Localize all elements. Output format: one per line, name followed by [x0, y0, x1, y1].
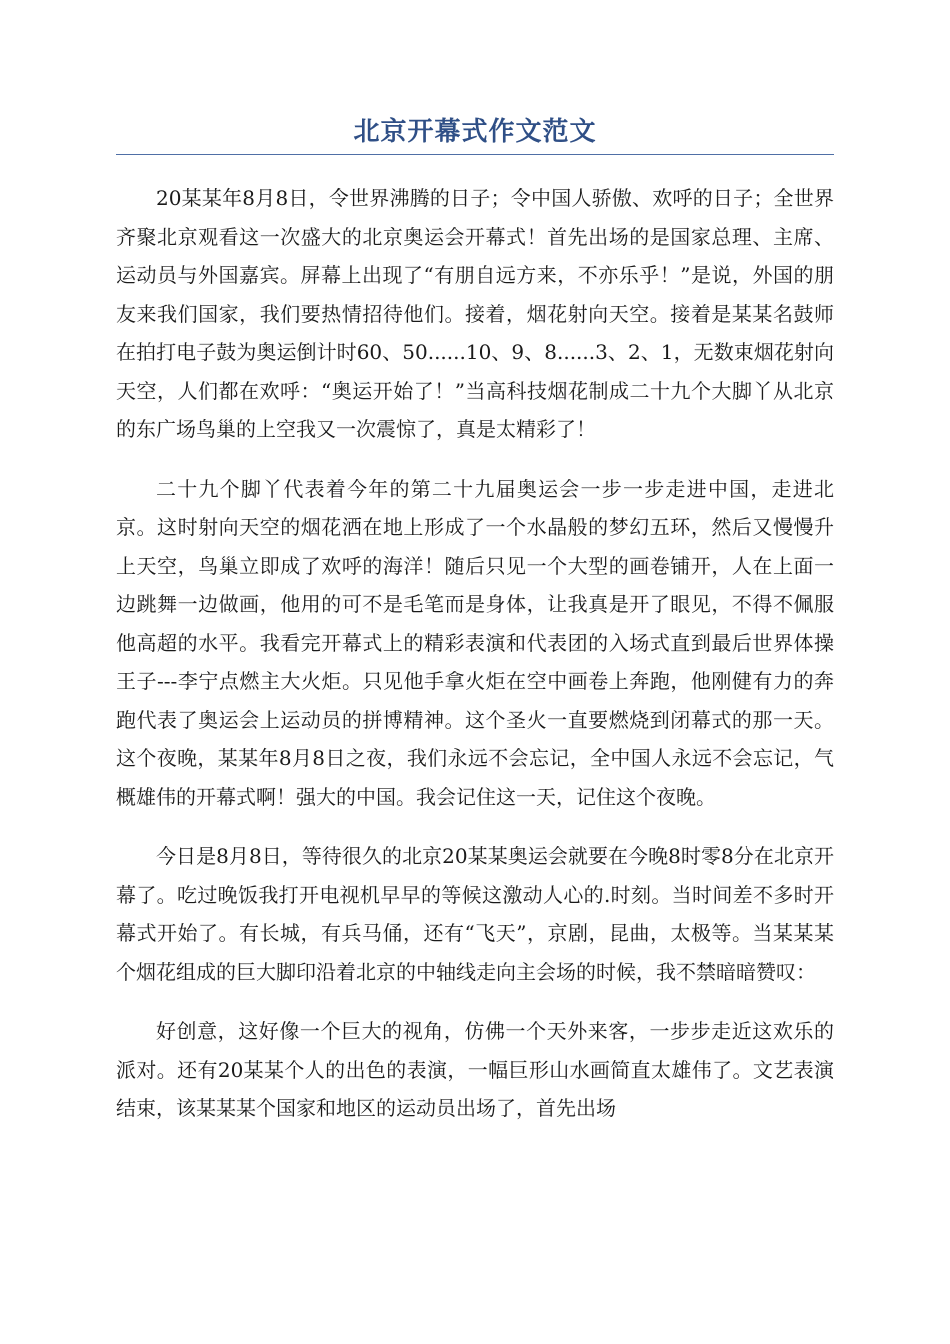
- document-title: 北京开幕式作文范文: [353, 117, 597, 147]
- paragraph-2: 二十九个脚丫代表着今年的第二十九届奥运会一步一步走进中国，走进北京。这时射向天空的烟花洒在地上形成了一个水晶般的梦幻五环，然后又慢慢升上天空，鸟巢立即成了欢呼的海洋！随后只见一个大型的画卷铺开，人在上面一边跳舞一边做画，他用的可不是毛笔而是身体，让我真是开了眼见，不得不佩服他高超的水平。我看完开幕式上的精彩表演和代表团的入场式直到最后世界体操王子---李宁点燃主大火炬。只见他手拿火炬在空中画卷上奔跑，他刚健有力的奔跑代表了奥运会上运动员的拼博精神。这个圣火一直要燃烧到闭幕式的那一天。这个夜晚，某某年8月8日之夜，我们永远不会忘记，全中国人永远不会忘记，气概雄伟的开幕式啊！强大的中国。我会记住这一天，记住这个夜晚。: [116, 476, 834, 809]
- title-underline: [116, 154, 834, 155]
- document-page: [116, 112, 834, 1149]
- paragraph-4: 好创意，这好像一个巨大的视角，仿佛一个天外来客，一步步走近这欢乐的派对。还有20某某个人的出色的表演，一幅巨形山水画简直太雄伟了。文艺表演结束，该某某某个国家和地区的运动员出场了，首先出场: [116, 1019, 834, 1120]
- paragraph-1: 20某某年8月8日，令世界沸腾的日子；令中国人骄傲、欢呼的日子；全世界齐聚北京观看这一次盛大的北京奥运会开幕式！首先出场的是国家总理、主席、运动员与外国嘉宾。屏幕上出现了“有朋自远方来，不亦乐乎！”是说，外国的朋友来我们国家，我们要热情招待他们。接着，烟花射向天空。接着是某某名鼓师在拍打电子鼓为奥运倒计时60、50......10、9、8......3、2、1，无数束烟花射向天空，人们都在欢呼：“奥运开始了！”当高科技烟花制成二十九个大脚丫从北京的东广场鸟巢的上空我又一次震惊了，真是太精彩了！: [116, 186, 834, 441]
- paragraph-3: 今日是8月8日，等待很久的北京20某某奥运会就要在今晚8时零8分在北京开幕了。吃过晚饭我打开电视机早早的等候这激动人心的.时刻。当时间差不多时开幕式开始了。有长城，有兵马俑，还有“飞天”，京剧，昆曲，太极等。当某某某个烟花组成的巨大脚印沿着北京的中轴线走向主会场的时候，我不禁暗暗赞叹：: [116, 844, 834, 984]
